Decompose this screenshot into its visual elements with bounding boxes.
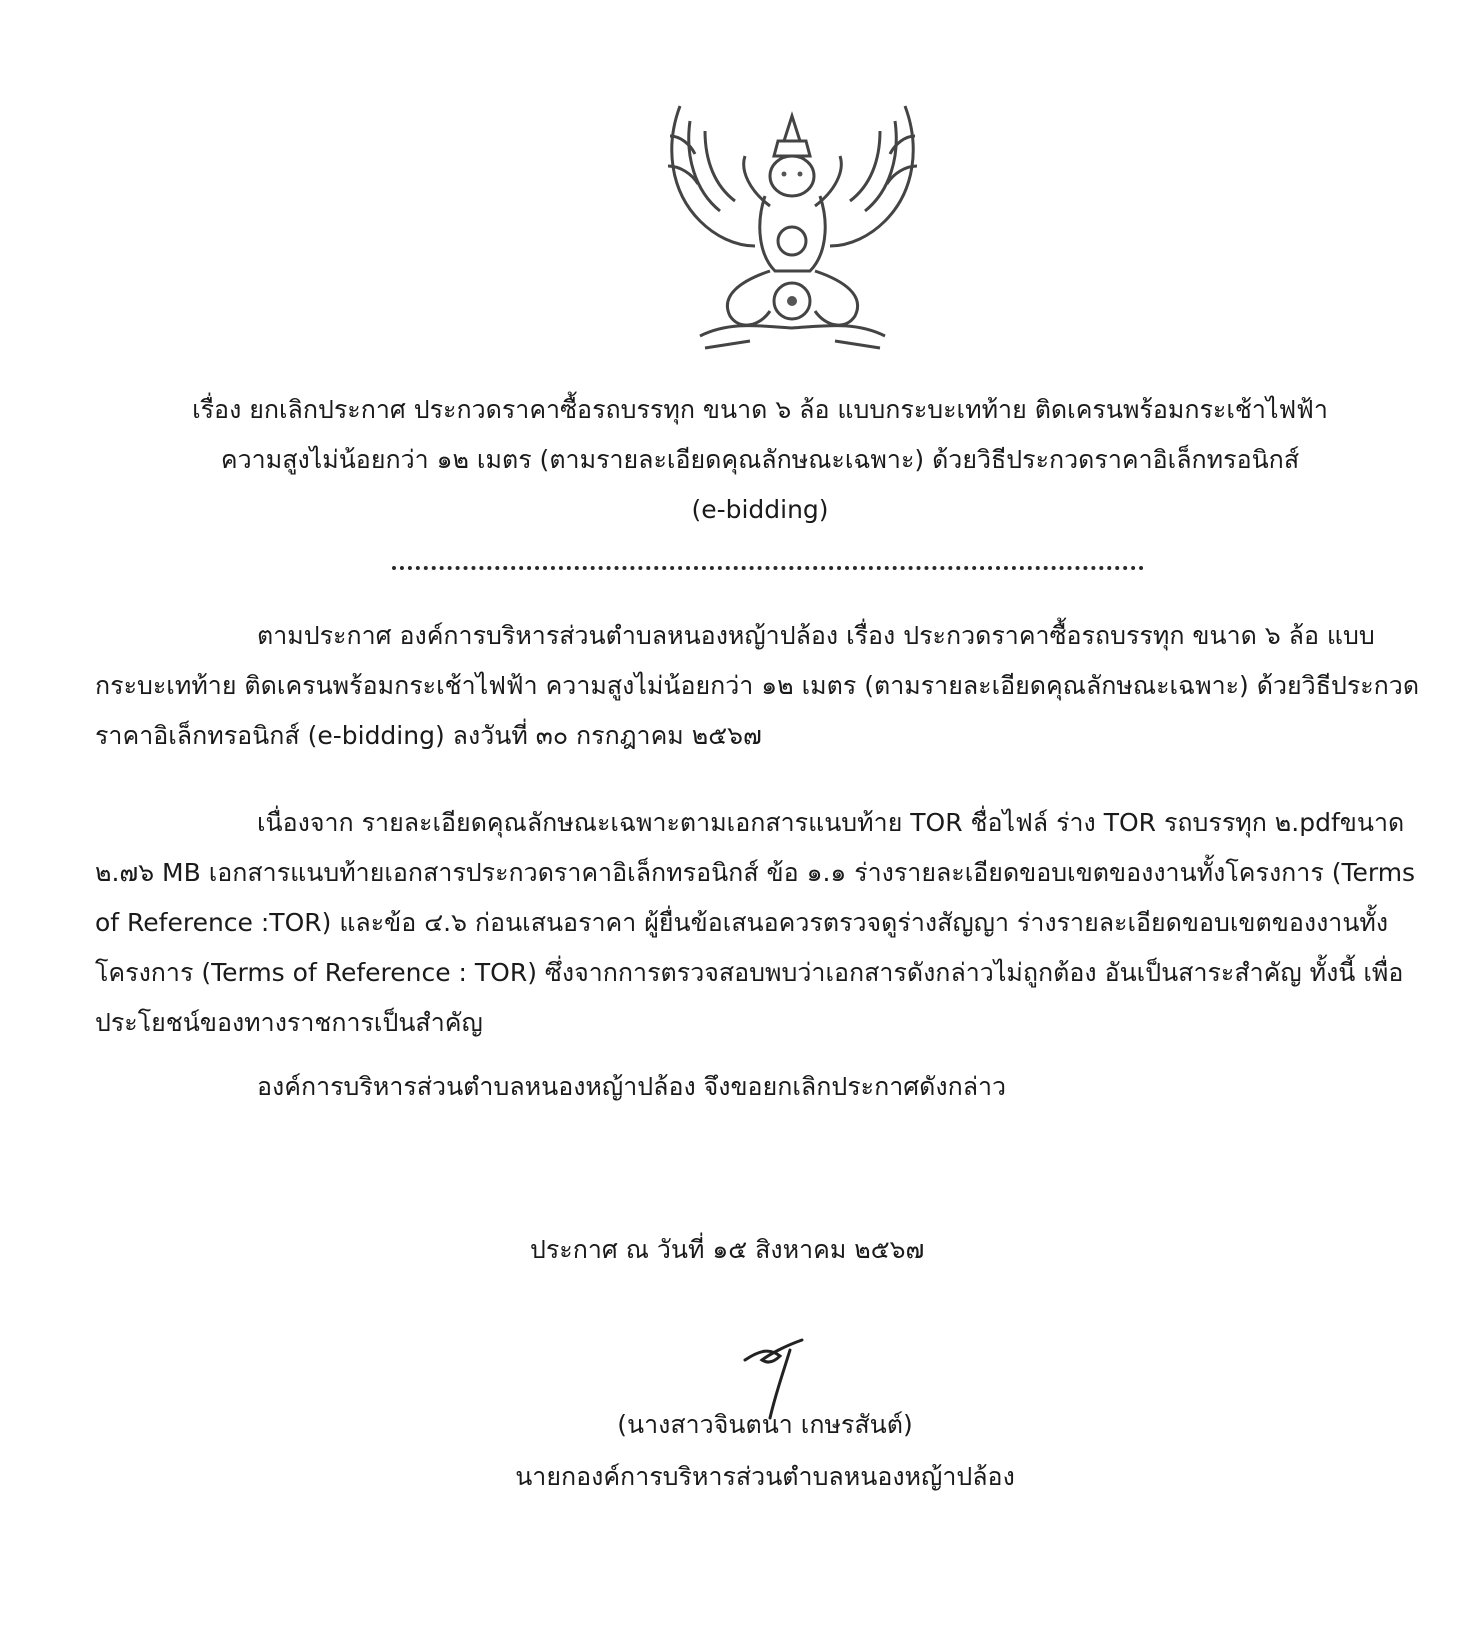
signatory-title: นายกองค์การบริหารส่วนตำบลหนองหญ้าปล้อง: [515, 1462, 1015, 1491]
signatory-name: (นางสาวจินตนา เกษรสันต์): [617, 1410, 913, 1439]
body-paragraph-1: [95, 611, 1425, 761]
subject-line-3: (e-bidding): [691, 495, 829, 524]
subject-heading: [95, 385, 1425, 535]
paragraph-2-text: เนื่องจาก รายละเอียดคุณลักษณะเฉพาะตามเอกสารแนบท้าย TOR ชื่อไฟล์ ร่าง TOR รถบรรทุก ๒.pdfขนาด ๒.๗๖ MB เอกสารแนบท้ายเอกสารประกวดราคาอิเล็กทรอนิกส์ ข้อ ๑.๑ ร่างรายละเอียดขอบเขตของงานทั้งโครงการ (Terms of Reference :TOR) และข้อ ๔.๖ ก่อนเสนอราคา ผู้ยื่นข้อเสนอควรตรวจดูร่างสัญญา ร่างรายละเอียดขอบเขตของงานทั้งโครงการ (Terms of Reference : TOR) ซึ่งจากการตรวจสอบพบว่าเอกสารดังกล่าวไม่ถูกต้อง อันเป็นสาระสำคัญ ทั้งนี้ เพื่อประโยชน์ของทางราชการเป็นสำคัญ: [95, 808, 1416, 1037]
paragraph-1-text: ตามประกาศ องค์การบริหารส่วนตำบลหนองหญ้าปล้อง เรื่อง ประกวดราคาซื้อรถบรรทุก ขนาด ๖ ล้อ แบบกระบะเทท้าย ติดเครนพร้อมกระเช้าไฟฟ้า ความสูงไม่น้อยกว่า ๑๒ เมตร (ตามรายละเอียดคุณลักษณะเฉพาะ) ด้วยวิธีประกวดราคาอิเล็กทรอนิกส์ (e-bidding) ลงวันที่ ๓๐ กรกฎาคม ๒๕๖๗: [95, 621, 1420, 750]
body-paragraph-2: [95, 798, 1425, 1048]
subject-line-1: เรื่อง ยกเลิกประกาศ ประกวดราคาซื้อรถบรรทุก ขนาด ๖ ล้อ แบบกระบะเทท้าย ติดเครนพร้อมกระเช้าไฟฟ้า: [192, 395, 1328, 424]
announcement-date: ประกาศ ณ วันที่ ๑๕ สิงหาคม ๒๕๖๗: [530, 1235, 925, 1264]
dotted-divider: [392, 566, 1144, 570]
body-paragraph-3: องค์การบริหารส่วนตำบลหนองหญ้าปล้อง จึงขอยกเลิกประกาศดังกล่าว: [257, 1072, 1007, 1101]
subject-line-2: ความสูงไม่น้อยกว่า ๑๒ เมตร (ตามรายละเอียดคุณลักษณะเฉพาะ) ด้วยวิธีประกวดราคาอิเล็กทรอนิกส์: [220, 445, 1300, 474]
garuda-emblem-icon: [660, 96, 925, 358]
